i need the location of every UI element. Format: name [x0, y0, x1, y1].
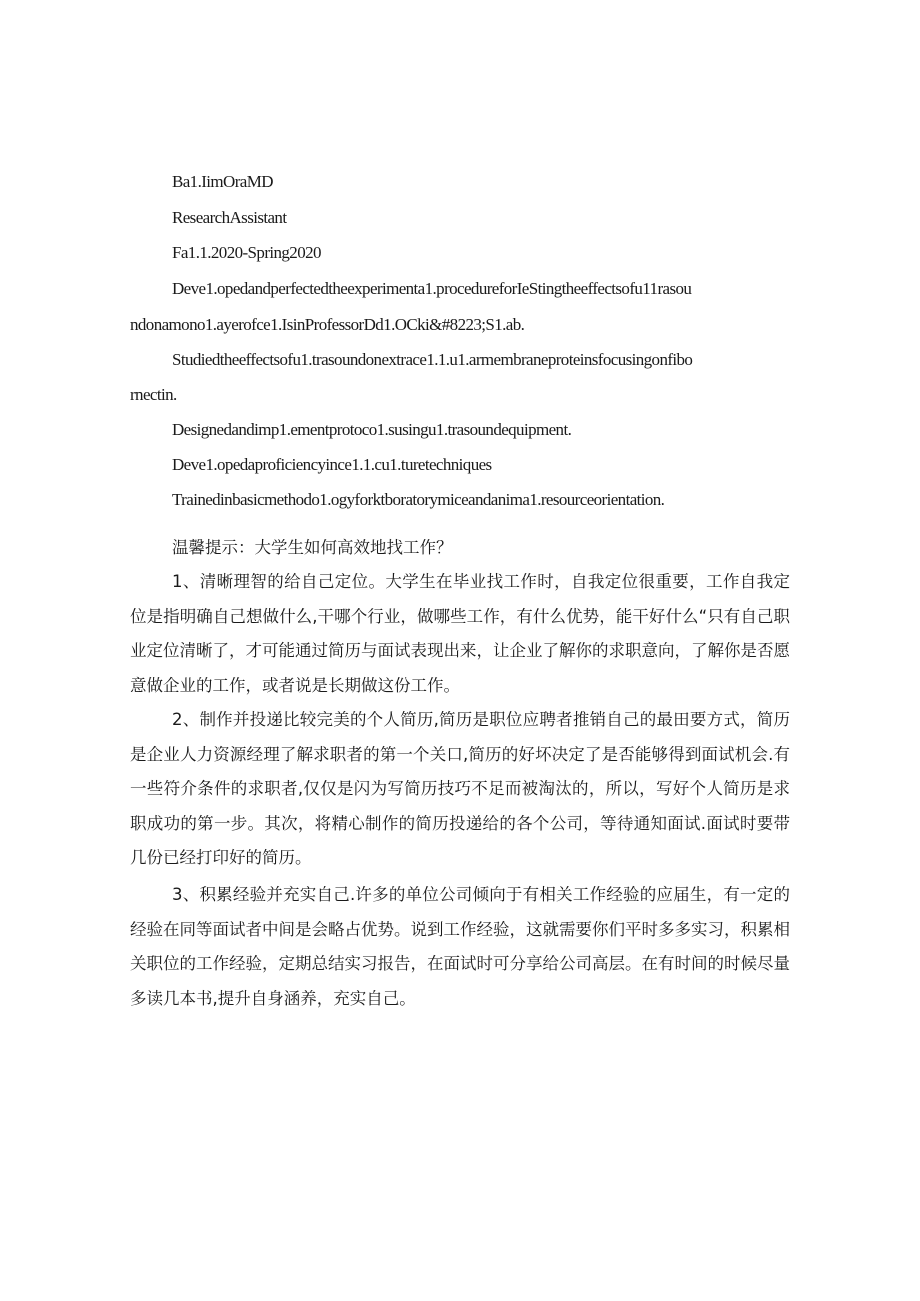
tips-heading: 温馨提示：大学生如何高效地找工作？ [172, 538, 453, 557]
tips-paragraph-2: 2、制作并投递比较完美的个人简历,简历是职位应聘者推销自己的最田要方式，简历是企业人力资源经理了解求职者的第一个关口,简历的好坏决定了是否能够得到面试机会.有一些符介条件的求职者,仅仅是闪为写简历技巧不足而被淘汰的，所以，写好个人简历是求职成功的第一步。其次，将精心制作的简历投递给的各个公司，等待通知面试.面试时要带几份已经打印好的简历。 [130, 710, 790, 867]
tips-paragraph-3: 3、积累经验并充实自己.许多的单位公司倾向于有相关工作经验的应届生，有一定的经验在同等面试者中间是会略占优势。说到工作经验，这就需要你们平时多多实习，积累相关职位的工作经验，定期总结实习报告，在面试时可分享给公司高层。在有时间的时候尽量多读几本书,提升自身涵养，充实自己。 [130, 885, 790, 1008]
tips-paragraph-1: 1、清晰理智的给自己定位。大学生在毕业找工作时，自我定位很重要，工作自我定位是指明确自己想做什么,干哪个行业，做哪些工作，有什么优势，能干好什么“只有自己职业定位清晰了，才可能通过简历与面试表现出来，让企业了解你的求职意向，了解你是否愿意做企业的工作，或者说是长期做这份工作。 [130, 572, 790, 695]
document-page: Ba1.IimOraMD ResearchAssistant Fa1.1.2020-Spring2020 Deve1.opedandperfectedtheexperimenta1.procedureforIeStingtheeffectsofu11rasou ndonamono1.ayerofce1.IsinProfessorDd1.OCki&#8223;S1.ab. Studiedtheeffectsofu1.trasoundonextrace1.1.u1.armembraneproteinsfocusingonfibo rnectin. Designedandimp1.ementprotoco1.susingu1.trasoundequipment. Deve1.opedaproficiencyince1.1.cu1.turetechniques Trainedinbasicmethodo1.ogyforktboratorymiceandanima1.resourceorientation. 温馨提示：大学生如何高效地找工作？ 1、清晰理智的给自己定位。大学生在毕业找工作时，自我定位很重要，工作自我定位是指明确自己想做什么,干哪个行业，做哪些工作，有什么优势，能干好什么“只有自己职业定位清晰了，才可能通过简历与面试表现出来，让企业了解你的求职意向，了解你是否愿意做企业的工作，或者说是长期做这份工作。 2、制作并投递比较完美的个人简历,简历是职位应聘者推销自己的最田要方式，简历是企业人力资源经理了解求职者的第一个关口,简历的好坏决定了是否能够得到面试机会.有一些符介条件的求职者,仅仅是闪为写简历技巧不足而被淘汰的，所以，写好个人简历是求职成功的第一步。其次，将精心制作的简历投递给的各个公司，等待通知面试.面试时要带几份已经打印好的简历。 3、积累经验并充实自己.许多的单位公司倾向于有相关工作经验的应届生，有一定的经验在同等面试者中间是会略占优势。说到工作经验，这就需要你们平时多多实习，积累相关职位的工作经验，定期总结实习报告，在面试时可分享给公司高层。在有时间的时候尽量多读几本书,提升自身涵养，充实自己。 [0, 0, 920, 1301]
